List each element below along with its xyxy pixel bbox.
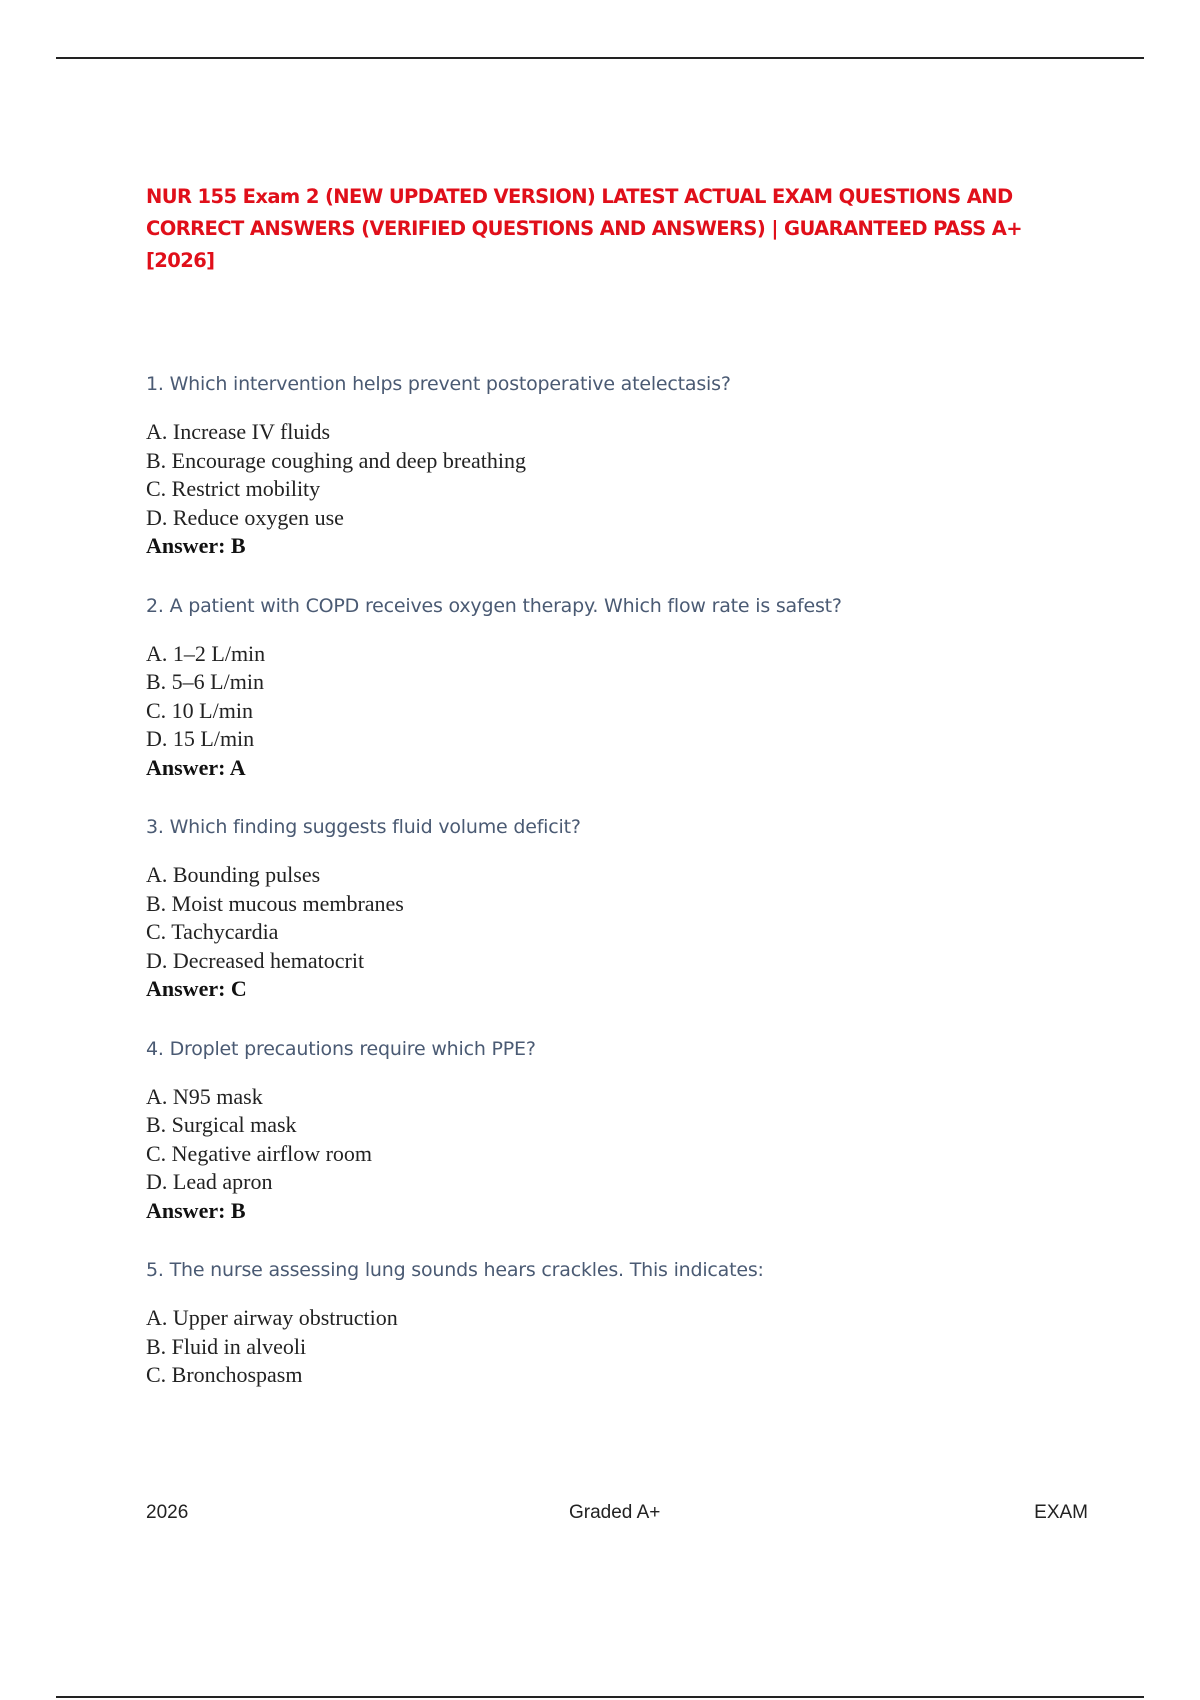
question-block-5 xyxy=(146,1254,1126,1390)
question-text: 2. A patient with COPD receives oxygen therapy. Which flow rate is safest? xyxy=(146,594,842,617)
question-block-4 xyxy=(146,1033,1126,1226)
option-item: A. Increase IV fluids xyxy=(146,419,331,444)
footer-label: EXAM xyxy=(1034,1502,1088,1523)
option-list xyxy=(146,1304,1126,1390)
question-text: 5. The nurse assessing lung sounds hears crackles. This indicates: xyxy=(146,1259,764,1281)
option-item: D. 15 L/min xyxy=(146,726,255,751)
question-text: 4. Droplet precautions require which PPE? xyxy=(146,1037,536,1060)
page-footer xyxy=(146,1502,1088,1532)
option-item: A. Bounding pulses xyxy=(146,862,321,887)
question-text: 1. Which intervention helps prevent postoperative atelectasis? xyxy=(146,373,731,395)
footer-grade: Graded A+ xyxy=(569,1502,661,1523)
option-item: A. N95 mask xyxy=(146,1083,263,1109)
question-text: 3. Which finding suggests fluid volume deficit? xyxy=(146,816,581,838)
option-item: C. Restrict mobility xyxy=(146,476,321,501)
question-block-3 xyxy=(146,811,1126,1004)
option-item: C. Bronchospasm xyxy=(146,1362,303,1387)
top-divider xyxy=(56,57,1144,59)
option-item: B. 5–6 L/min xyxy=(146,669,264,694)
document-title: NUR 155 Exam 2 (NEW UPDATED VERSION) LATEST ACTUAL EXAM QUESTIONS AND CORRECT ANSWERS (VERIFIED QUESTIONS AND ANSWERS) | GUARANTEED PASS A+ [2026] xyxy=(146,185,1022,272)
bottom-divider xyxy=(56,1696,1144,1698)
option-item: A. Upper airway obstruction xyxy=(146,1305,398,1330)
question-list xyxy=(146,368,1126,1419)
option-item: C. Negative airflow room xyxy=(146,1140,373,1166)
option-item: D. Lead apron xyxy=(146,1169,273,1194)
option-list xyxy=(146,1083,1126,1197)
answer-text: Answer: C xyxy=(146,976,247,1001)
question-block-2 xyxy=(146,590,1126,783)
option-item: A. 1–2 L/min xyxy=(146,640,266,666)
answer-text: Answer: B xyxy=(146,1197,246,1223)
option-list xyxy=(146,418,1126,532)
option-item: C. 10 L/min xyxy=(146,697,253,723)
option-item: C. Tachycardia xyxy=(146,919,279,944)
footer-year: 2026 xyxy=(146,1502,189,1523)
option-item: B. Moist mucous membranes xyxy=(146,890,404,916)
option-list xyxy=(146,861,1126,975)
option-item: D. Decreased hematocrit xyxy=(146,947,365,973)
answer-text: Answer: B xyxy=(146,533,246,558)
option-item: B. Fluid in alveoli xyxy=(146,1333,307,1359)
answer-text: Answer: A xyxy=(146,754,246,780)
question-block-1 xyxy=(146,368,1126,561)
option-item: B. Surgical mask xyxy=(146,1112,297,1137)
option-list xyxy=(146,640,1126,754)
option-item: B. Encourage coughing and deep breathing xyxy=(146,447,526,473)
option-item: D. Reduce oxygen use xyxy=(146,504,344,530)
